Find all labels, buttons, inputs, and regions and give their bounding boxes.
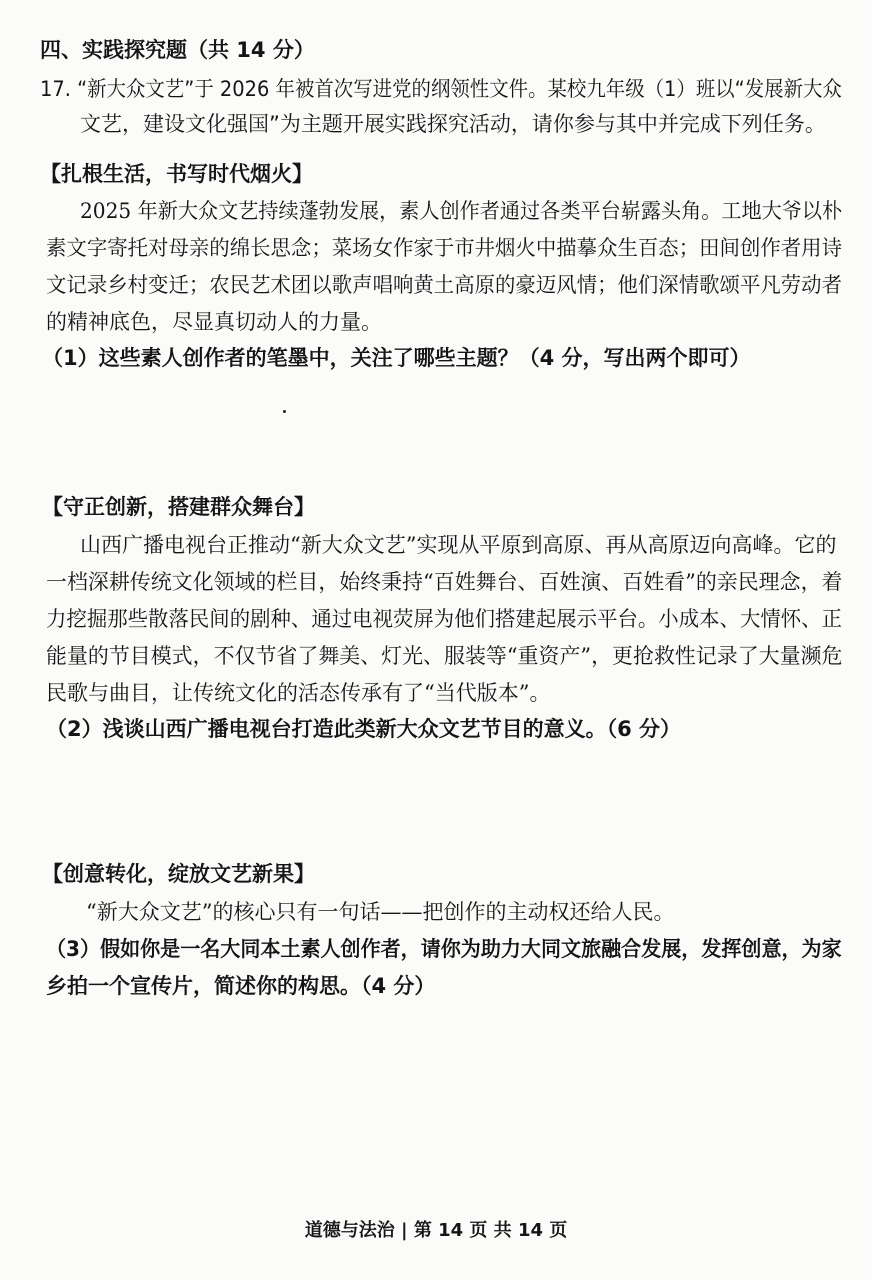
part1-passage-line: 的精神底色，尽显真切动人的力量。 (46, 310, 382, 334)
part3-question-line-1: （3）假如你是一名大同本土素人创作者，请你为助力大同文旅融合发展，发挥创意，为家 (46, 937, 842, 961)
part1-passage-line: 素文字寄托对母亲的绵长思念；菜场女作家于市井烟火中描摹众生百态；田间创作者用诗 (46, 236, 842, 260)
page-footer: 道德与法治 | 第 14 页 共 14 页 (304, 1220, 568, 1241)
part2-question: （2）浅谈山西广播电视台打造此类新大众文艺节目的意义。（6 分） (46, 717, 682, 741)
part1-passage-line: 2025 年新大众文艺持续蓬勃发展，素人创作者通过各类平台崭露头角。工地大爷以朴 (80, 199, 843, 223)
part2-heading: 【守正创新，搭建群众舞台】 (42, 495, 315, 519)
part1-heading: 【扎根生活，书写时代烟火】 (40, 162, 313, 186)
part2-passage-line: 力挖掘那些散落民间的剧种、通过电视荧屏为他们搭建起展示平台。小成本、大情怀、正 (46, 607, 842, 631)
part3-passage-line: “新大众文艺”的核心只有一句话——把创作的主动权还给人民。 (86, 900, 675, 924)
part2-passage-line: 山西广播电视台正推动“新大众文艺”实现从平原到高原、再从高原迈向高峰。它的 (80, 533, 837, 557)
part3-heading: 【创意转化，绽放文艺新果】 (42, 862, 315, 886)
part2-passage-line: 能量的节目模式，不仅节省了舞美、灯光、服装等“重资产”，更抢救性记录了大量濒危 (46, 644, 843, 668)
question-17-line-1: 17. “新大众文艺”于 2026 年被首次写进党的纲领性文件。某校九年级（1）班以“发展新大众 (40, 77, 842, 101)
stray-mark (283, 410, 286, 413)
part3-question-line-2: 乡拍一个宣传片，简述你的构思。（4 分） (46, 974, 436, 998)
section-title: 四、实践探究题（共 14 分） (40, 38, 315, 62)
part1-question: （1）这些素人创作者的笔墨中，关注了哪些主题？（4 分，写出两个即可） (42, 346, 751, 370)
question-17-line-2: 文艺，建设文化强国”为主题开展实践探究活动，请你参与其中并完成下列任务。 (80, 112, 826, 136)
part1-passage-line: 文记录乡村变迁；农民艺术团以歌声唱响黄土高原的豪迈风情；他们深情歌颂平凡劳动者 (46, 273, 842, 297)
part2-passage-line: 民歌与曲目，让传统文化的活态传承有了“当代版本”。 (46, 681, 551, 705)
part2-passage-line: 一档深耕传统文化领域的栏目，始终秉持“百姓舞台、百姓演、百姓看”的亲民理念，着 (46, 570, 843, 594)
